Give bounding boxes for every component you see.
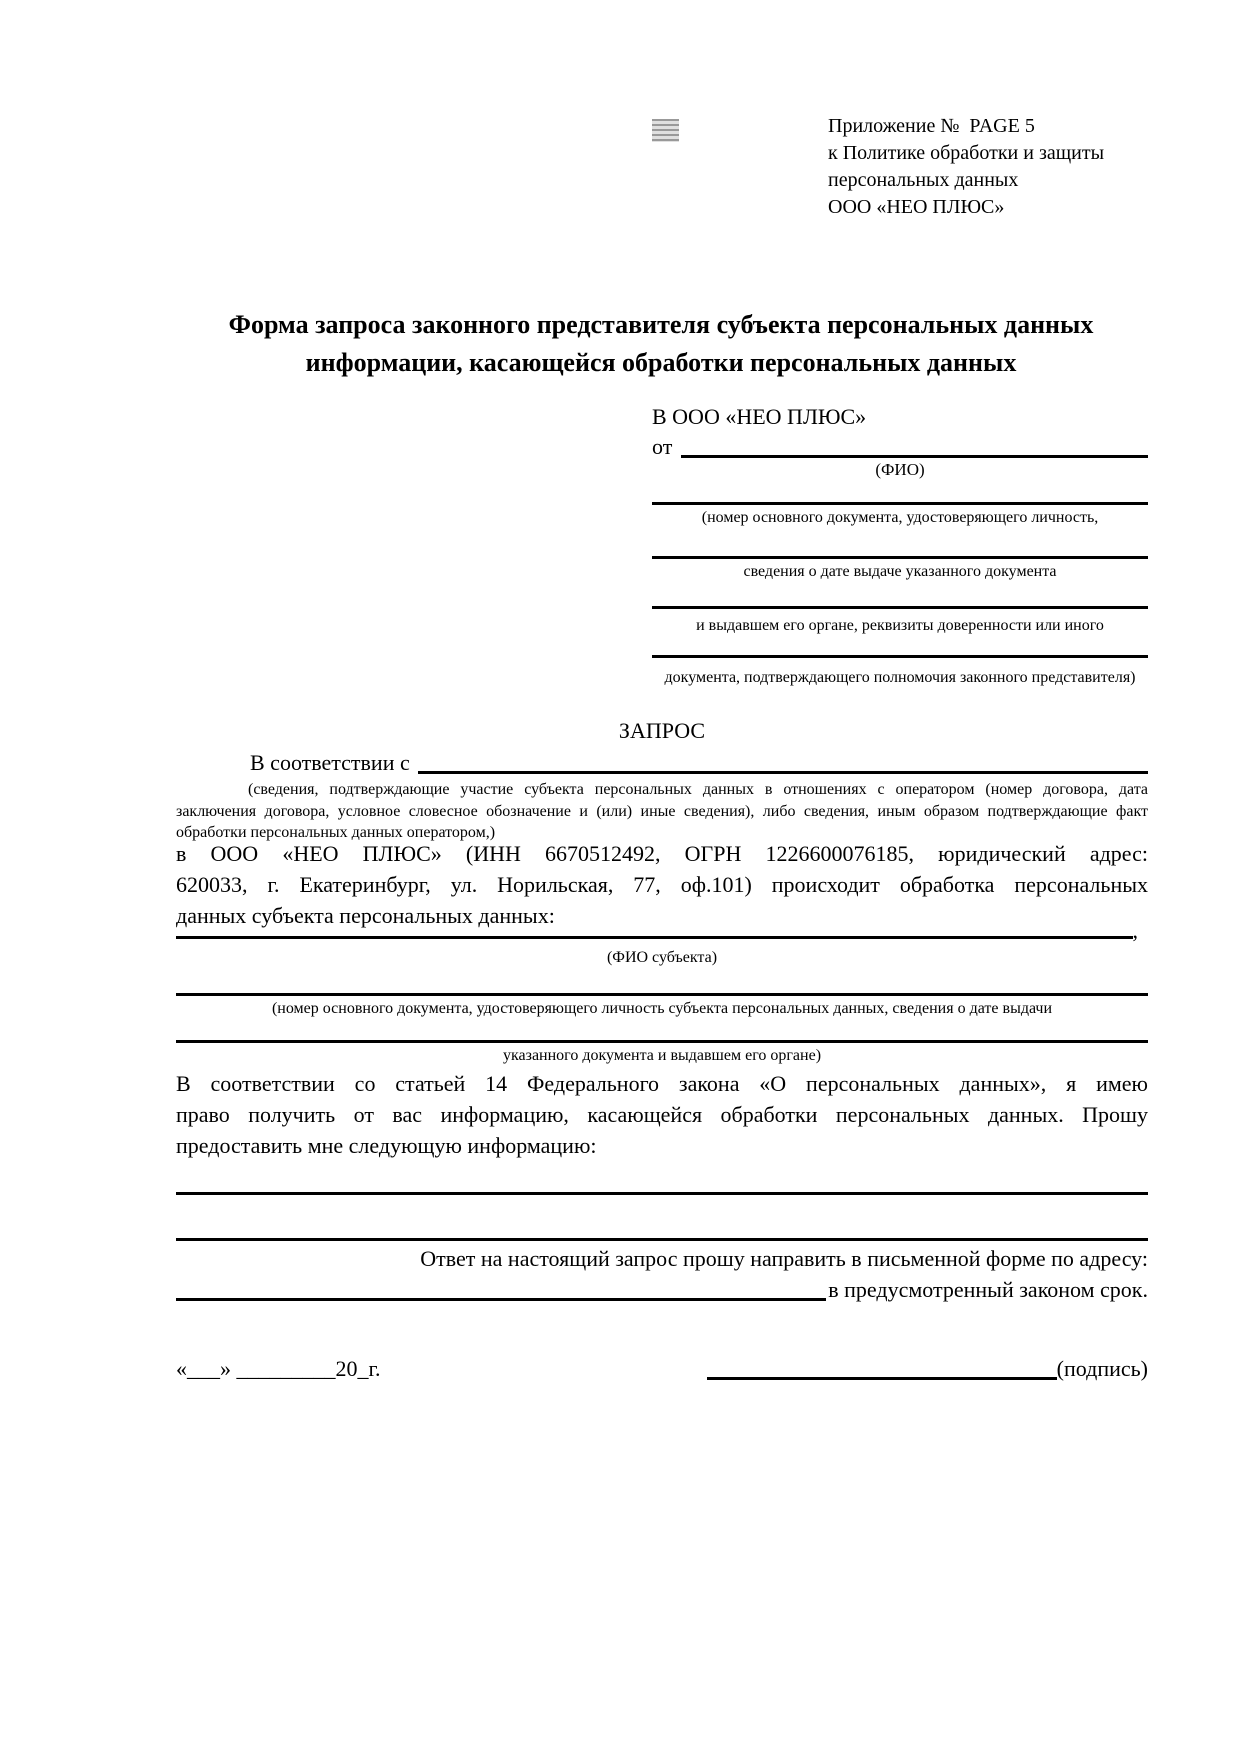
accordance-row xyxy=(176,750,1148,776)
issuing-authority-caption: и выдавшем его органе, реквизиты доверенности или иного xyxy=(696,617,1104,634)
title-line-2: информации, касающейся обработки персональных данных xyxy=(305,348,1017,377)
issue-date-caption: сведения о дате выдаче указанного документа xyxy=(743,563,1057,580)
header-line-personal-data: персональных данных xyxy=(828,169,1019,191)
header-line-company: ООО «НЕО ПЛЮС» xyxy=(828,196,1005,218)
subject-document-caption-1: (номер основного документа, удостоверяющего личность субъекта персональных данных, сведения о дате выдачи xyxy=(271,1000,1053,1017)
law-line-2: право получить от вас информацию, касающейся обработки персональных данных. Прошу xyxy=(176,1102,1148,1127)
operator-line-1: в ООО «НЕО ПЛЮС» (ИНН 6670512492, ОГРН 1226600076185, юридический адрес: xyxy=(176,841,1148,866)
embedded-image-icon xyxy=(652,119,679,142)
authority-document-caption: документа, подтверждающего полномочия законного представителя) xyxy=(664,669,1136,686)
header-line-appendix: Приложение № PAGE 5 xyxy=(828,115,1035,137)
accordance-blank-line xyxy=(418,750,1148,774)
reply-suffix: в предусмотренный законом срок. xyxy=(828,1277,1148,1302)
law-line-3: предоставить мне следующую информацию: xyxy=(176,1133,597,1158)
operator-line-2: 620033, г. Екатеринбург, ул. Норильская, 77, оф.101) происходит обработка персональных xyxy=(176,872,1148,897)
subject-document-caption-2: указанного документа и выдавшем его органе) xyxy=(502,1047,822,1064)
trailing-comma: , xyxy=(1132,918,1138,943)
information-blank-line-1 xyxy=(176,1192,1148,1195)
reply-instruction: Ответ на настоящий запрос прошу направить в письменной форме по адресу: xyxy=(420,1246,1148,1271)
header-line-policy: к Политике обработки и защиты xyxy=(828,142,1105,164)
issuing-authority-blank-line xyxy=(652,606,1148,609)
from-label: от xyxy=(652,434,673,459)
reply-address-blank-line xyxy=(176,1276,826,1301)
fio-blank-line xyxy=(681,434,1148,458)
header-block xyxy=(828,113,1104,221)
note-line-1: (сведения, подтверждающие участие субъекта персональных данных в отношениях с оператором (номер договора, дата xyxy=(248,781,1148,798)
law-line-1: В соответствии со статьей 14 Федерального закона «О персональных данных», я имею xyxy=(176,1071,1148,1096)
operator-line-3: данных субъекта персональных данных: xyxy=(176,903,555,928)
note-line-3: обработки персональных данных оператором,) xyxy=(176,824,496,841)
document-title xyxy=(140,306,1182,382)
document-number-blank-line xyxy=(652,502,1148,505)
request-heading: ЗАПРОС xyxy=(618,718,706,743)
relationship-note xyxy=(176,779,1148,844)
title-line-1: Форма запроса законного представителя субъекта персональных данных xyxy=(228,310,1094,339)
accordance-label: В соответствии с xyxy=(250,750,410,775)
reply-address-row xyxy=(176,1276,1148,1303)
date-line: «___» _________20_г. xyxy=(176,1356,381,1381)
subject-fio-caption: (ФИО субъекта) xyxy=(606,949,718,966)
issue-date-blank-line xyxy=(652,556,1148,559)
addressee-organization: В ООО «НЕО ПЛЮС» xyxy=(652,404,867,429)
law-paragraph xyxy=(176,1068,1148,1161)
fio-caption: (ФИО) xyxy=(875,460,925,479)
information-blank-line-2 xyxy=(176,1238,1148,1241)
subject-fio-blank-row xyxy=(176,917,1138,941)
subject-document-blank-line xyxy=(176,993,1148,996)
signature-caption: (подпись) xyxy=(1056,1356,1148,1381)
from-row xyxy=(652,434,1148,460)
document-number-caption: (номер основного документа, удостоверяющего личность, xyxy=(701,509,1099,526)
subject-fio-blank-line xyxy=(176,936,1133,939)
signature-blank-line xyxy=(707,1356,1057,1380)
authority-document-blank-line xyxy=(652,655,1148,658)
note-line-2: заключения договора, условное словесное обозначение и (или) иные сведения), либо сведения, иным образом подтверждающие факт xyxy=(176,802,1148,820)
signature-row xyxy=(707,1356,1148,1382)
subject-document-blank-line-2 xyxy=(176,1040,1148,1043)
